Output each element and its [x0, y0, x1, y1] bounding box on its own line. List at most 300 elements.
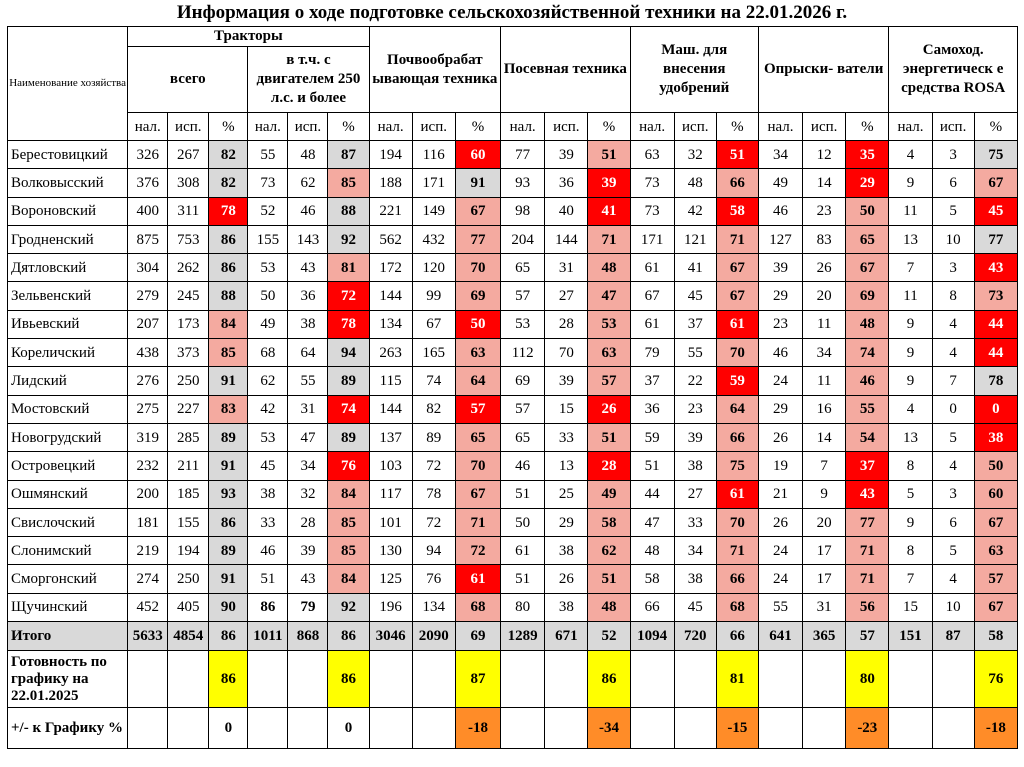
cell-value: 37 — [630, 367, 674, 395]
cell-percent: 85 — [328, 537, 369, 565]
cell-percent: 46 — [846, 367, 889, 395]
cell-value: 753 — [168, 225, 209, 253]
cell-value: 0 — [932, 395, 974, 423]
cell-value: 204 — [501, 225, 545, 253]
table-row — [8, 367, 1018, 395]
cell-value: 245 — [168, 282, 209, 310]
farm-name: Берестовицкий — [8, 141, 128, 169]
schedule-row-cell — [168, 651, 209, 708]
cell-value: 274 — [128, 565, 168, 593]
cell-value: 21 — [758, 480, 802, 508]
cell-percent: 85 — [328, 169, 369, 197]
cell-percent: 43 — [846, 480, 889, 508]
cell-value: 11 — [889, 197, 932, 225]
cell-value: 65 — [501, 423, 545, 451]
total-cell: 87 — [932, 622, 974, 651]
diff-row-cell: -15 — [716, 708, 758, 749]
total-cell: 365 — [803, 622, 846, 651]
cell-value: 143 — [288, 225, 328, 253]
cell-value: 79 — [288, 593, 328, 621]
cell-value: 13 — [889, 225, 932, 253]
col-header-name: Наименование хозяйства — [8, 27, 128, 141]
cell-percent: 67 — [974, 508, 1017, 536]
cell-percent: 66 — [716, 169, 758, 197]
cell-percent: 44 — [974, 339, 1017, 367]
cell-value: 308 — [168, 169, 209, 197]
cell-value: 31 — [288, 395, 328, 423]
cell-percent: 86 — [209, 508, 248, 536]
cell-value: 275 — [128, 395, 168, 423]
cell-percent: 67 — [716, 282, 758, 310]
cell-value: 52 — [248, 197, 288, 225]
farm-name: Щучинский — [8, 593, 128, 621]
cell-value: 112 — [501, 339, 545, 367]
cell-percent: 77 — [455, 225, 500, 253]
cell-value: 36 — [545, 169, 588, 197]
farm-name: Ивьевский — [8, 310, 128, 338]
cell-value: 55 — [674, 339, 716, 367]
col-header-soil: Почвообрабат ывающая техника — [369, 27, 501, 113]
cell-value: 27 — [545, 282, 588, 310]
cell-percent: 94 — [328, 339, 369, 367]
cell-value: 144 — [545, 225, 588, 253]
machinery-table — [7, 26, 1018, 749]
cell-percent: 67 — [974, 593, 1017, 621]
cell-value: 58 — [630, 565, 674, 593]
cell-value: 24 — [758, 367, 802, 395]
cell-percent: 72 — [455, 537, 500, 565]
cell-percent: 51 — [588, 423, 630, 451]
total-cell: 641 — [758, 622, 802, 651]
cell-value: 276 — [128, 367, 168, 395]
cell-percent: 37 — [846, 452, 889, 480]
cell-value: 311 — [168, 197, 209, 225]
cell-value: 47 — [288, 423, 328, 451]
cell-percent: 89 — [209, 537, 248, 565]
cell-value: 134 — [369, 310, 412, 338]
diff-row-cell — [545, 708, 588, 749]
cell-percent: 71 — [588, 225, 630, 253]
cell-value: 72 — [412, 508, 455, 536]
cell-value: 40 — [545, 197, 588, 225]
cell-percent: 61 — [716, 310, 758, 338]
cell-value: 29 — [758, 282, 802, 310]
cell-value: 67 — [630, 282, 674, 310]
table-row — [8, 508, 1018, 536]
cell-value: 28 — [545, 310, 588, 338]
cell-percent: 78 — [209, 197, 248, 225]
subheader-isp: исп. — [803, 113, 846, 141]
cell-percent: 39 — [588, 169, 630, 197]
cell-value: 267 — [168, 141, 209, 169]
diff-row-cell — [248, 708, 288, 749]
cell-percent: 75 — [716, 452, 758, 480]
subheader-pct: % — [716, 113, 758, 141]
cell-value: 285 — [168, 423, 209, 451]
cell-value: 48 — [674, 169, 716, 197]
cell-value: 74 — [412, 367, 455, 395]
schedule-row-label: Готовность по графику на 22.01.2025 — [8, 651, 128, 708]
cell-value: 200 — [128, 480, 168, 508]
cell-value: 319 — [128, 423, 168, 451]
total-cell: 1011 — [248, 622, 288, 651]
total-cell: 151 — [889, 622, 932, 651]
cell-value: 68 — [248, 339, 288, 367]
diff-row-cell — [168, 708, 209, 749]
cell-value: 7 — [932, 367, 974, 395]
cell-value: 7 — [889, 254, 932, 282]
cell-value: 45 — [674, 593, 716, 621]
cell-percent: 41 — [588, 197, 630, 225]
cell-value: 8 — [889, 537, 932, 565]
cell-percent: 77 — [974, 225, 1017, 253]
cell-value: 26 — [758, 423, 802, 451]
diff-row-cell: -23 — [846, 708, 889, 749]
cell-value: 61 — [501, 537, 545, 565]
cell-value: 23 — [803, 197, 846, 225]
cell-percent: 71 — [716, 225, 758, 253]
cell-percent: 51 — [716, 141, 758, 169]
cell-value: 29 — [758, 395, 802, 423]
cell-value: 25 — [545, 480, 588, 508]
cell-percent: 67 — [974, 169, 1017, 197]
subheader-pct: % — [588, 113, 630, 141]
cell-percent: 51 — [588, 141, 630, 169]
cell-percent: 63 — [588, 339, 630, 367]
col-header-tractors: Тракторы — [128, 27, 369, 47]
cell-value: 376 — [128, 169, 168, 197]
cell-percent: 84 — [209, 310, 248, 338]
cell-value: 16 — [803, 395, 846, 423]
cell-value: 93 — [501, 169, 545, 197]
cell-percent: 65 — [846, 225, 889, 253]
cell-value: 98 — [501, 197, 545, 225]
cell-percent: 82 — [209, 141, 248, 169]
diff-row-cell: -34 — [588, 708, 630, 749]
cell-value: 405 — [168, 593, 209, 621]
total-cell: 86 — [209, 622, 248, 651]
cell-percent: 74 — [328, 395, 369, 423]
cell-value: 250 — [168, 367, 209, 395]
cell-value: 99 — [412, 282, 455, 310]
cell-value: 89 — [412, 423, 455, 451]
cell-percent: 72 — [328, 282, 369, 310]
diff-row-cell — [630, 708, 674, 749]
cell-value: 17 — [803, 565, 846, 593]
cell-value: 33 — [545, 423, 588, 451]
cell-percent: 58 — [588, 508, 630, 536]
cell-value: 61 — [630, 254, 674, 282]
cell-value: 10 — [932, 225, 974, 253]
cell-value: 5 — [932, 197, 974, 225]
cell-value: 262 — [168, 254, 209, 282]
cell-percent: 60 — [455, 141, 500, 169]
total-cell: 2090 — [412, 622, 455, 651]
cell-value: 51 — [501, 565, 545, 593]
cell-value: 70 — [545, 339, 588, 367]
cell-value: 144 — [369, 395, 412, 423]
schedule-row-cell — [248, 651, 288, 708]
cell-value: 48 — [630, 537, 674, 565]
cell-percent: 77 — [846, 508, 889, 536]
farm-name: Вороновский — [8, 197, 128, 225]
col-header-tractors-250: в т.ч. с двигателем 250 л.с. и более — [248, 47, 369, 113]
cell-value: 34 — [758, 141, 802, 169]
cell-percent: 55 — [846, 395, 889, 423]
total-cell: 1094 — [630, 622, 674, 651]
cell-percent: 44 — [974, 310, 1017, 338]
total-cell: 1289 — [501, 622, 545, 651]
cell-value: 9 — [803, 480, 846, 508]
cell-value: 44 — [630, 480, 674, 508]
subheader-nal: нал. — [630, 113, 674, 141]
col-header-selfprop: Самоход. энергетическ е средства ROSA — [889, 27, 1018, 113]
cell-percent: 68 — [716, 593, 758, 621]
cell-value: 43 — [288, 565, 328, 593]
farm-name: Кореличский — [8, 339, 128, 367]
cell-value: 5 — [932, 537, 974, 565]
subheader-pct: % — [328, 113, 369, 141]
cell-percent: 53 — [588, 310, 630, 338]
cell-value: 15 — [545, 395, 588, 423]
diff-row-cell — [288, 708, 328, 749]
cell-percent: 45 — [974, 197, 1017, 225]
subheader-pct: % — [209, 113, 248, 141]
cell-percent: 91 — [209, 367, 248, 395]
cell-value: 116 — [412, 141, 455, 169]
total-label: Итого — [8, 622, 128, 651]
table-row — [8, 254, 1018, 282]
farm-name: Волковысский — [8, 169, 128, 197]
cell-value: 77 — [501, 141, 545, 169]
cell-percent: 56 — [846, 593, 889, 621]
cell-percent: 81 — [328, 254, 369, 282]
cell-percent: 61 — [716, 480, 758, 508]
table-row — [8, 197, 1018, 225]
cell-value: 22 — [674, 367, 716, 395]
total-cell: 57 — [846, 622, 889, 651]
schedule-row-cell — [128, 651, 168, 708]
col-header-spray: Опрыски- ватели — [758, 27, 888, 113]
cell-value: 438 — [128, 339, 168, 367]
cell-value: 196 — [369, 593, 412, 621]
cell-value: 165 — [412, 339, 455, 367]
cell-value: 4 — [932, 452, 974, 480]
cell-percent: 58 — [716, 197, 758, 225]
cell-percent: 68 — [455, 593, 500, 621]
cell-percent: 86 — [209, 254, 248, 282]
cell-value: 36 — [630, 395, 674, 423]
diff-row-cell: 0 — [328, 708, 369, 749]
cell-percent: 90 — [209, 593, 248, 621]
cell-percent: 57 — [588, 367, 630, 395]
cell-percent: 26 — [588, 395, 630, 423]
cell-value: 125 — [369, 565, 412, 593]
cell-value: 9 — [889, 169, 932, 197]
cell-value: 875 — [128, 225, 168, 253]
cell-value: 227 — [168, 395, 209, 423]
cell-percent: 89 — [209, 423, 248, 451]
cell-percent: 43 — [974, 254, 1017, 282]
cell-value: 53 — [501, 310, 545, 338]
cell-value: 19 — [758, 452, 802, 480]
cell-value: 6 — [932, 508, 974, 536]
farm-name: Свислочский — [8, 508, 128, 536]
cell-percent: 73 — [974, 282, 1017, 310]
schedule-row-cell — [758, 651, 802, 708]
cell-percent: 85 — [209, 339, 248, 367]
cell-value: 26 — [545, 565, 588, 593]
cell-value: 221 — [369, 197, 412, 225]
cell-percent: 48 — [588, 254, 630, 282]
cell-value: 38 — [674, 452, 716, 480]
cell-value: 263 — [369, 339, 412, 367]
cell-value: 62 — [248, 367, 288, 395]
cell-value: 67 — [412, 310, 455, 338]
page-title: Информация о ходе подготовке сельскохозяйственной техники на 22.01.2026 г. — [176, 2, 848, 23]
cell-percent: 48 — [846, 310, 889, 338]
cell-percent: 29 — [846, 169, 889, 197]
farm-name: Ошмянский — [8, 480, 128, 508]
cell-value: 14 — [803, 423, 846, 451]
cell-value: 62 — [288, 169, 328, 197]
subheader-isp: исп. — [288, 113, 328, 141]
diff-row-cell — [803, 708, 846, 749]
cell-value: 24 — [758, 537, 802, 565]
cell-value: 181 — [128, 508, 168, 536]
total-cell: 86 — [328, 622, 369, 651]
cell-percent: 62 — [588, 537, 630, 565]
cell-percent: 75 — [974, 141, 1017, 169]
cell-value: 134 — [412, 593, 455, 621]
cell-value: 39 — [758, 254, 802, 282]
diff-row-cell: -18 — [455, 708, 500, 749]
cell-percent: 92 — [328, 593, 369, 621]
cell-percent: 69 — [455, 282, 500, 310]
cell-value: 29 — [545, 508, 588, 536]
cell-value: 38 — [674, 565, 716, 593]
cell-percent: 70 — [455, 254, 500, 282]
cell-value: 38 — [545, 593, 588, 621]
cell-percent: 89 — [328, 367, 369, 395]
cell-percent: 61 — [455, 565, 500, 593]
cell-percent: 82 — [209, 169, 248, 197]
cell-value: 155 — [168, 508, 209, 536]
cell-percent: 64 — [716, 395, 758, 423]
farm-name: Сморгонский — [8, 565, 128, 593]
table-row — [8, 395, 1018, 423]
cell-percent: 57 — [974, 565, 1017, 593]
table-row — [8, 565, 1018, 593]
cell-percent: 71 — [846, 537, 889, 565]
cell-value: 46 — [501, 452, 545, 480]
cell-percent: 85 — [328, 508, 369, 536]
schedule-row-cell — [369, 651, 412, 708]
cell-percent: 65 — [455, 423, 500, 451]
cell-value: 57 — [501, 395, 545, 423]
cell-percent: 66 — [716, 423, 758, 451]
cell-percent: 66 — [716, 565, 758, 593]
cell-value: 73 — [630, 197, 674, 225]
cell-value: 27 — [674, 480, 716, 508]
cell-value: 7 — [889, 565, 932, 593]
table-row — [8, 480, 1018, 508]
cell-value: 3 — [932, 480, 974, 508]
cell-value: 5 — [932, 423, 974, 451]
cell-percent: 91 — [209, 452, 248, 480]
cell-value: 155 — [248, 225, 288, 253]
cell-value: 194 — [369, 141, 412, 169]
cell-value: 49 — [248, 310, 288, 338]
cell-value: 94 — [412, 537, 455, 565]
cell-percent: 83 — [209, 395, 248, 423]
cell-value: 51 — [630, 452, 674, 480]
cell-value: 38 — [288, 310, 328, 338]
cell-value: 11 — [803, 310, 846, 338]
cell-value: 304 — [128, 254, 168, 282]
cell-percent: 35 — [846, 141, 889, 169]
cell-value: 4 — [932, 310, 974, 338]
cell-value: 34 — [803, 339, 846, 367]
farm-name: Зельвенский — [8, 282, 128, 310]
diff-row-cell — [369, 708, 412, 749]
schedule-row-cell — [412, 651, 455, 708]
table-row — [8, 452, 1018, 480]
col-header-seed: Посевная техника — [501, 27, 630, 113]
cell-value: 207 — [128, 310, 168, 338]
subheader-nal: нал. — [369, 113, 412, 141]
cell-value: 79 — [630, 339, 674, 367]
cell-value: 171 — [412, 169, 455, 197]
cell-value: 101 — [369, 508, 412, 536]
cell-value: 12 — [803, 141, 846, 169]
table-row — [8, 339, 1018, 367]
diff-row-label: +/- к Графику % — [8, 708, 128, 749]
cell-value: 55 — [248, 141, 288, 169]
cell-value: 4 — [932, 339, 974, 367]
cell-value: 8 — [889, 452, 932, 480]
cell-value: 72 — [412, 452, 455, 480]
diff-row-cell — [932, 708, 974, 749]
cell-percent: 93 — [209, 480, 248, 508]
cell-value: 34 — [674, 537, 716, 565]
cell-value: 63 — [630, 141, 674, 169]
total-cell: 52 — [588, 622, 630, 651]
cell-percent: 51 — [588, 565, 630, 593]
cell-value: 50 — [501, 508, 545, 536]
cell-percent: 63 — [455, 339, 500, 367]
cell-value: 4 — [889, 141, 932, 169]
diff-row-cell — [128, 708, 168, 749]
table-row — [8, 310, 1018, 338]
cell-value: 57 — [501, 282, 545, 310]
farm-name: Слонимский — [8, 537, 128, 565]
cell-value: 55 — [288, 367, 328, 395]
cell-value: 7 — [803, 452, 846, 480]
cell-percent: 57 — [455, 395, 500, 423]
cell-value: 55 — [758, 593, 802, 621]
cell-value: 4 — [889, 395, 932, 423]
cell-value: 46 — [758, 339, 802, 367]
cell-percent: 50 — [455, 310, 500, 338]
cell-value: 43 — [288, 254, 328, 282]
subheader-isp: исп. — [168, 113, 209, 141]
schedule-row-cell — [932, 651, 974, 708]
cell-percent: 84 — [328, 565, 369, 593]
subheader-nal: нал. — [501, 113, 545, 141]
cell-percent: 59 — [716, 367, 758, 395]
total-cell: 720 — [674, 622, 716, 651]
